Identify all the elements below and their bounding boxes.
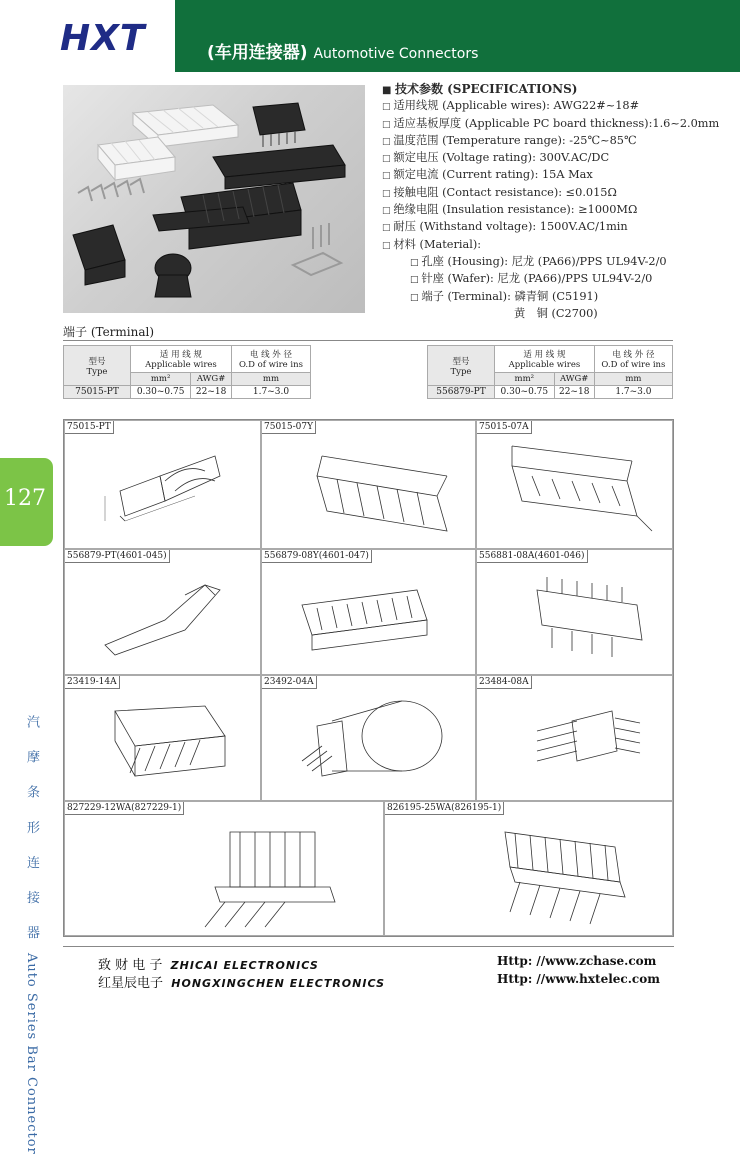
drawing-cell (64, 549, 261, 675)
drawing-cell (64, 675, 261, 801)
drawing-grid (63, 419, 674, 937)
col-wires: 适 用 线 规 Applicable wires (495, 346, 595, 373)
drawing-label: 23492-04A (262, 676, 317, 689)
side-caption (22, 715, 48, 1155)
terminal-table-2 (427, 345, 673, 399)
specifications (382, 82, 722, 321)
spec-board-thickness: □ 适应基板厚度 (Applicable PC board thickness):1.6~2.0mm (382, 116, 722, 133)
spec-material: □ 材料 (Material): (382, 237, 722, 254)
drawing-cell (261, 675, 476, 801)
drawing-cell (476, 549, 673, 675)
drawing-556879-08y (262, 550, 477, 676)
row-awg: 22~18 (554, 386, 594, 399)
drawing-label: 75015-07Y (262, 421, 316, 434)
col-type: 型号 Type (64, 346, 131, 386)
spec-insulation: □ 绝缘电阻 (Insulation resistance): ≥1000MΩ (382, 202, 722, 219)
row-od: 1.7~3.0 (231, 386, 310, 399)
drawing-556879-pt (65, 550, 262, 676)
col-od: 电 线 外 径 O.D of wire ins (231, 346, 310, 373)
spec-withstand-voltage: □ 耐压 (Withstand voltage): 1500V.AC/1min (382, 219, 722, 236)
drawing-label: 826195-25WA(826195-1) (385, 802, 504, 815)
footer-divider (63, 946, 674, 947)
row-type: 75015-PT (64, 386, 131, 399)
col-type: 型号 Type (428, 346, 495, 386)
drawing-75015-07a (477, 421, 674, 550)
product-photo (63, 85, 365, 313)
spec-current: □ 额定电流 (Current rating): 15A Max (382, 167, 722, 184)
row-mm2: 0.30~0.75 (131, 386, 191, 399)
drawing-label: 556881-08A(4601-046) (477, 550, 588, 563)
footer-company-1: 致 财 电 子 ZHICAI ELECTRONICS (98, 958, 319, 973)
unit-mm2: mm² (131, 373, 191, 386)
drawing-cell (261, 420, 476, 549)
page-number: 127 (4, 486, 46, 511)
drawing-23492-04a (262, 676, 477, 802)
spec-terminal: □ 端子 (Terminal): 磷青铜 (C5191) (382, 289, 722, 306)
page-title-en: Automotive Connectors (313, 46, 479, 62)
product-photo-graphic (63, 85, 365, 313)
drawing-826195-25wa (385, 802, 674, 937)
drawing-556881-08a (477, 550, 674, 676)
unit-mm: mm (231, 373, 310, 386)
page-title (207, 38, 478, 63)
spec-wires: □ 适用线规 (Applicable wires): AWG22#~18# (382, 98, 722, 115)
unit-awg: AWG# (191, 373, 232, 386)
terminal-table-1 (63, 345, 311, 399)
drawing-label: 556879-PT(4601-045) (65, 550, 170, 563)
drawing-label: 556879-08Y(4601-047) (262, 550, 372, 563)
spec-housing: □ 孔座 (Housing): 尼龙 (PA66)/PPS UL94V-2/0 (382, 254, 722, 271)
drawing-827229-12wa (65, 802, 385, 937)
row-od: 1.7~3.0 (594, 386, 672, 399)
brand-logo: HXT (60, 18, 146, 59)
drawing-cell (64, 420, 261, 549)
drawing-label: 75015-PT (65, 421, 114, 434)
drawing-cell (384, 801, 673, 936)
drawing-cell (476, 420, 673, 549)
drawing-cell (64, 801, 384, 936)
footer-url-2[interactable]: Http: //www.hxtelec.com (497, 972, 660, 986)
drawing-75015-07y (262, 421, 477, 550)
spec-wafer: □ 针座 (Wafer): 尼龙 (PA66)/PPS UL94V-2/0 (382, 271, 722, 288)
col-wires: 适 用 线 规 Applicable wires (131, 346, 232, 373)
drawing-cell (261, 549, 476, 675)
drawing-cell (476, 675, 673, 801)
spec-temperature: □ 温度范围 (Temperature range): -25℃~85℃ (382, 133, 722, 150)
drawing-23419-14a (65, 676, 262, 802)
drawing-label: 827229-12WA(827229-1) (65, 802, 184, 815)
spec-contact-resistance: □ 接触电阻 (Contact resistance): ≤0.015Ω (382, 185, 722, 202)
row-awg: 22~18 (191, 386, 232, 399)
specs-heading: ■ 技术参数 (SPECIFICATIONS) (382, 82, 722, 98)
footer-company-2: 红星辰电子 HONGXINGCHEN ELECTRONICS (98, 976, 386, 991)
drawing-23484-08a (477, 676, 674, 802)
terminal-heading: 端子 (Terminal) (63, 325, 155, 339)
drawing-label: 23484-08A (477, 676, 532, 689)
side-caption-cn: 汽 摩 条 形 连 接 器 (24, 715, 39, 948)
col-od: 电 线 外 径 O.D of wire ins (594, 346, 672, 373)
row-mm2: 0.30~0.75 (495, 386, 555, 399)
unit-awg: AWG# (554, 373, 594, 386)
spec-terminal-brass: 黄 铜 (C2700) (514, 306, 598, 320)
unit-mm2: mm² (495, 373, 555, 386)
footer-url-1[interactable]: Http: //www.zchase.com (497, 954, 657, 968)
side-caption-en: Auto Series Bar Connector (24, 952, 39, 1155)
spec-voltage: □ 额定电压 (Voltage rating): 300V.AC/DC (382, 150, 722, 167)
drawing-label: 23419-14A (65, 676, 120, 689)
page-title-cn: (车用连接器) (207, 43, 308, 63)
row-type: 556879-PT (428, 386, 495, 399)
unit-mm: mm (594, 373, 672, 386)
drawing-label: 75015-07A (477, 421, 532, 434)
terminal-divider (63, 340, 673, 341)
drawing-75015-pt (65, 421, 262, 550)
